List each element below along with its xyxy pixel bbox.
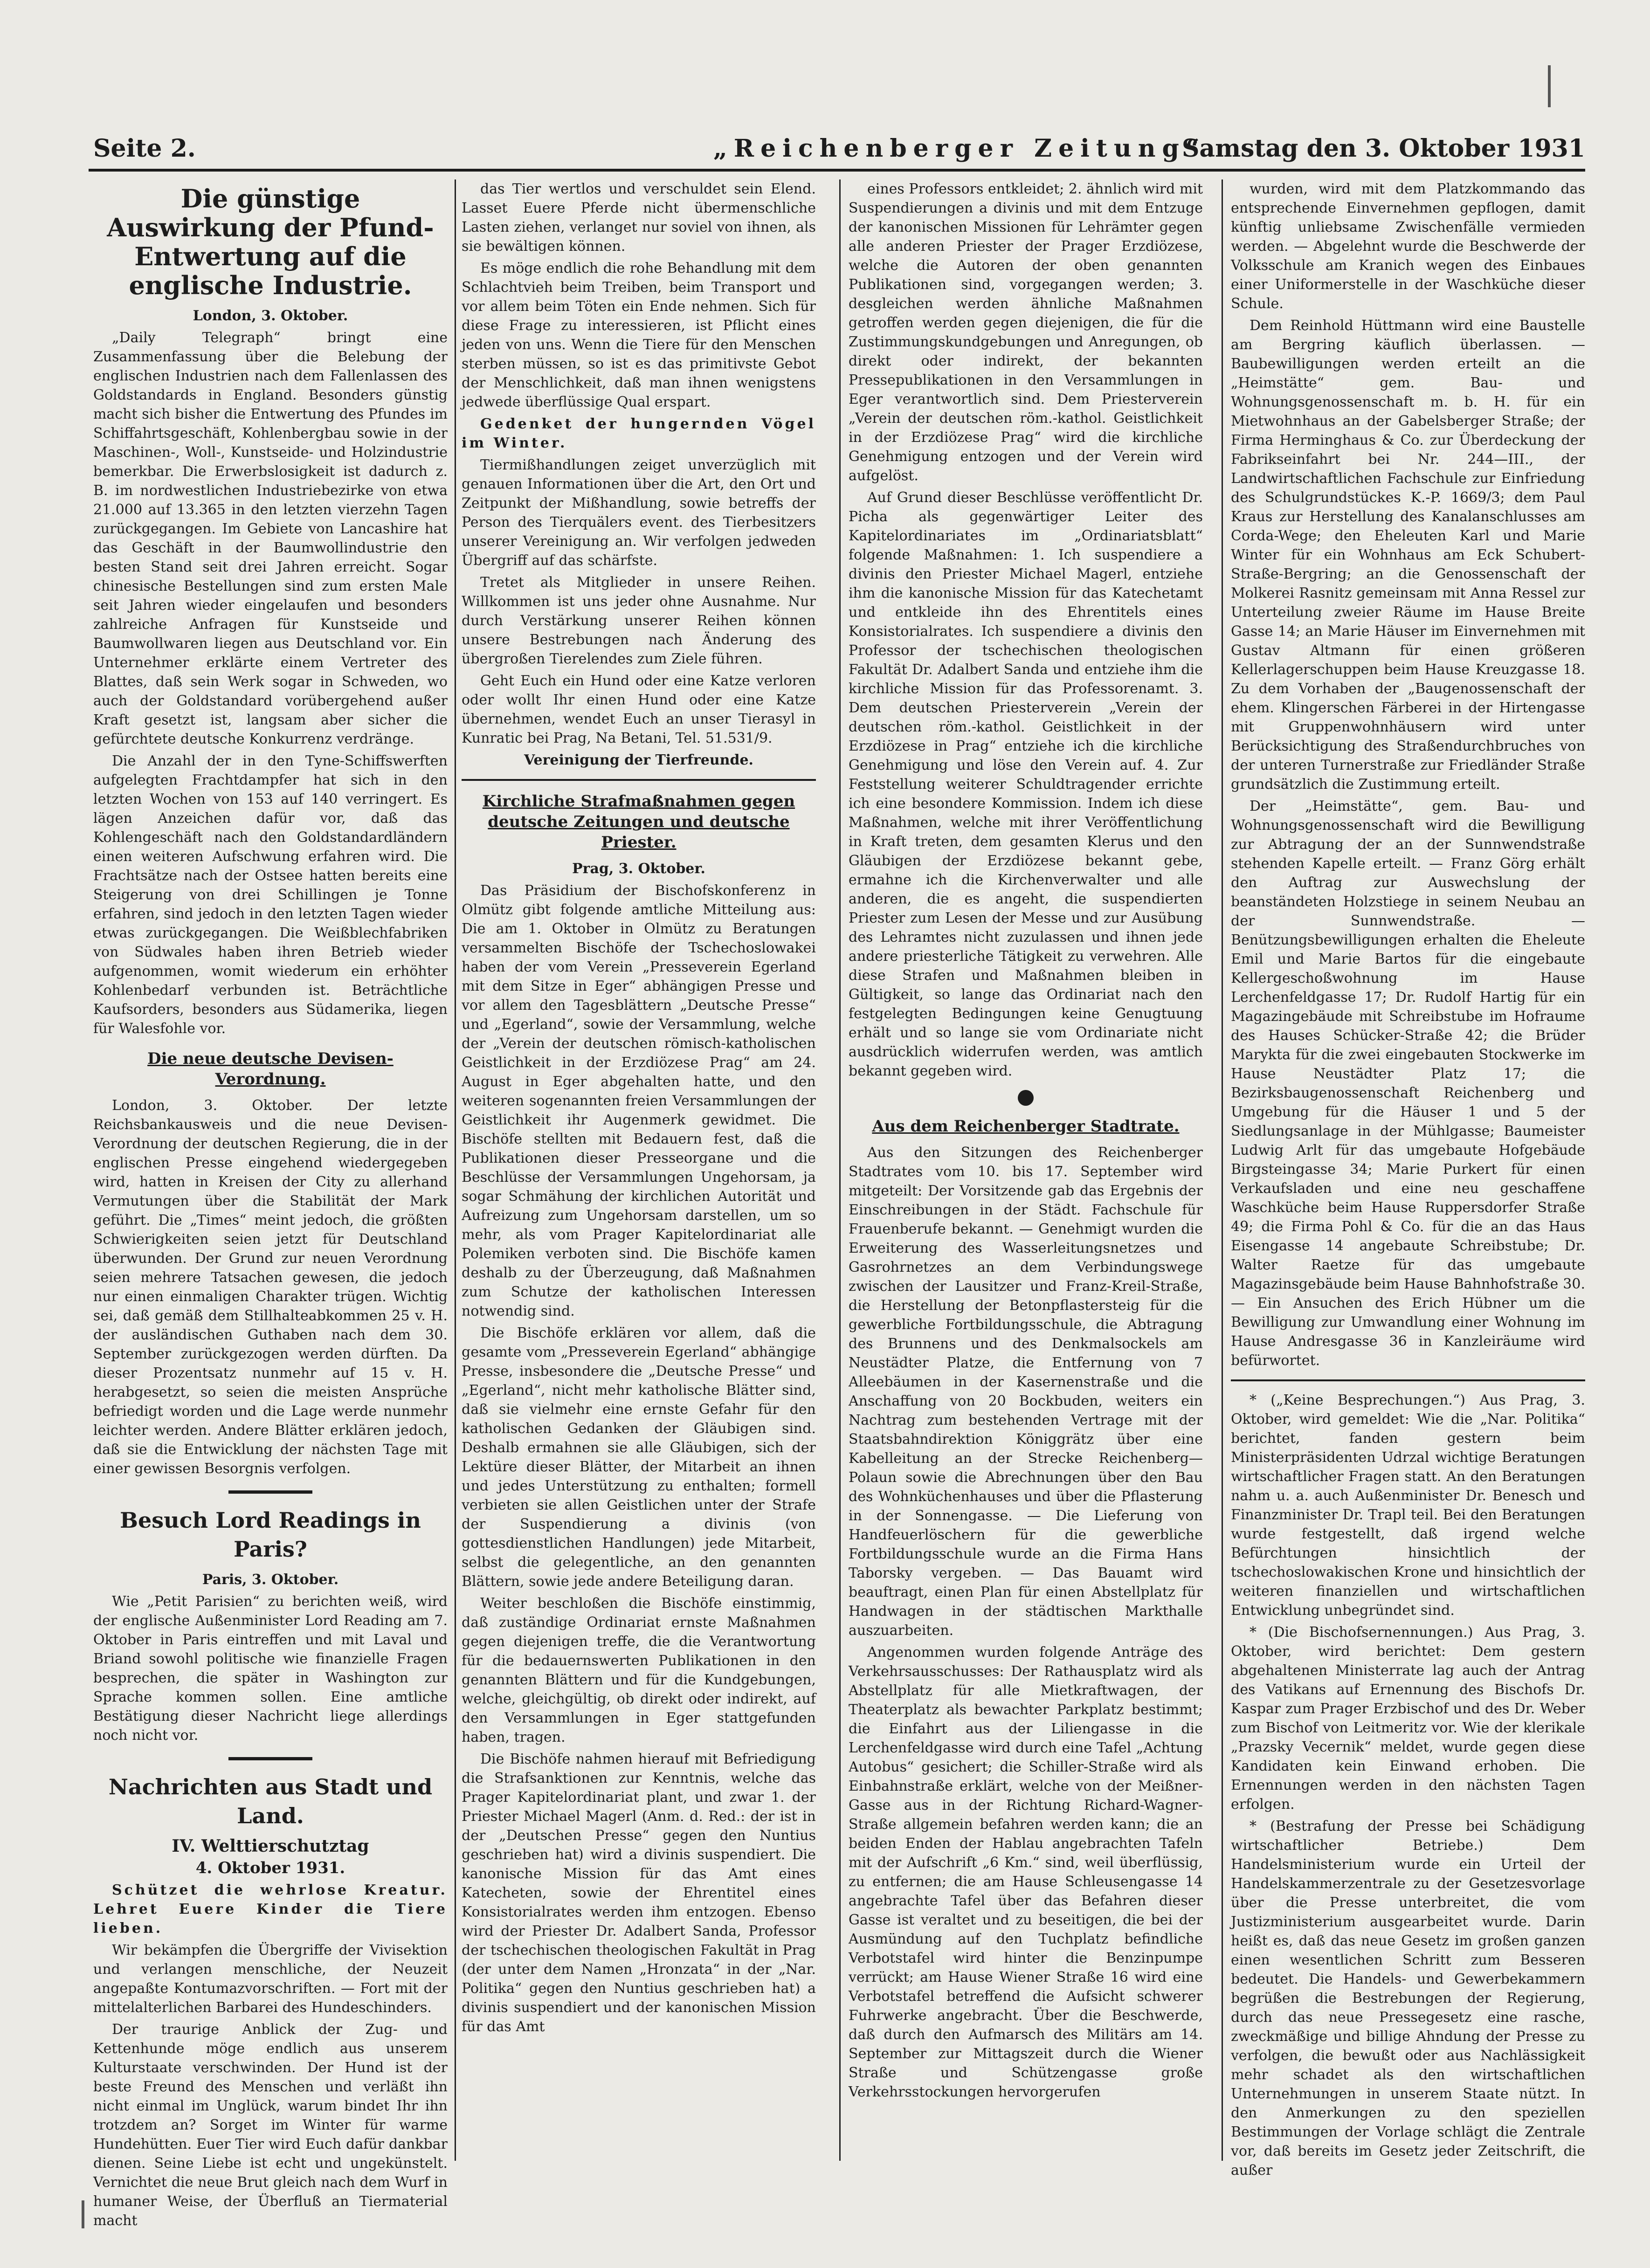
dateline: 4. Oktober 1931. [195, 1859, 345, 1877]
column-4 [1231, 179, 1585, 2178]
paragraph: London, 3. Oktober. Der letzte Reichsbankausweis und die neue Devisen-Verordnung der deutschen Regierung, die in der englischen Presse eingehend wiedergegeben wird, hatten in Kreisen der City zu allerhand Vermutungen über die Stabilität der Mark geführt. Die „Times“ meint jedoch, die größten Schwierigkeiten seien jetzt für Deutschland überwunden. Der Grund zur neuen Verordnung seien mehrere Tatsachen gewesen, die jedoch nur einen einmaligen Charakter trügen. Wichtig sei, daß gemäß dem Stillhalteabkommen 25 v. H. der ausländischen Guthaben nach dem 30. September zurückgezogen werden dürften. Da dieser Prozentsatz nunmehr auf 15 v. H. herabgesetzt, so seien die meisten Ansprüche befriedigt worden und die Lage werde nunmehr leichter werden. Andere Blätter erklären jedoch, daß sie die Entwicklung der nächsten Tage mit einer gewissen Besorgnis verfolgen. [93, 1097, 448, 1477]
paragraph: Tiermißhandlungen zeiget unverzüglich mit genauen Informationen über die Art, den Ort und Zeitpunkt der Mißhandlung, sowie betreffs der Person des Tierquälers event. des Tierbesitzers unserer Vereinigung an. Wir verfolgen jedweden Übergriff auf das schärfste. [462, 457, 816, 569]
section-headline: Nachrichten aus Stadt und Land. [108, 1774, 433, 1828]
headline-devisen: Die neue deutsche Devisen-Verordnung. [147, 1049, 394, 1089]
paragraph: Tretet als Mitglieder in unsere Reihen. Willkommen ist uns jeder ohne Ausnahme. Nur durch Verstärkung unserer Reihen können unsere Bestrebungen nach Änderung des übergroßen Tierelendes zum Ziele führen. [462, 574, 816, 667]
paragraph: Wie „Petit Parisien“ zu berichten weiß, wird der englische Außenminister Lord Reading am 7. Oktober in Paris eintreffen und mit Laval und Briand sowohl politische wie finanzielle Fragen besprechen, die später in Washington zur Sprache kommen sollen. Eine amtliche Bestätigung dieser Nachricht liege allerdings noch nicht vor. [93, 1593, 448, 1744]
newspaper-title: „Reichenberger Zeitung“. [713, 134, 1221, 163]
paragraph: Schützet die wehrlose Kreatur. Lehret Euere Kinder die Tiere lieben. [93, 1882, 448, 1937]
header-rule [89, 169, 1585, 172]
paragraph: Die Anzahl der in den Tyne-Schiffswerften aufgelegten Frachtdampfer hat sich in den letzten Wochen von 153 auf 140 verringert. Es lägen Anzeichen dafür vor, daß das Kohlengeschäft nach den Goldstandardländern einen weiteren Aufschwung erfahren wird. Die Frachtsätze nach der Ostsee hatten bereits eine Steigerung von drei Schillingen je Tonne erfahren, sind jedoch in den letzten Tagen wieder etwas zurückgegangen. Die Weißblechfabriken von Südwales haben ihren Betrieb wieder aufgenommen, womit wiederum ein erhöhter Kohlenbedarf verbunden ist. Beträchtliche Kaufsorders, besonders aus Südamerika, liegen für Walesfohle vor. [93, 753, 448, 1037]
signature: Vereinigung der Tierfreunde. [524, 752, 753, 768]
separator [1231, 1379, 1585, 1381]
headline-stadtrat: Aus dem Reichenberger Stadtrate. [872, 1117, 1180, 1136]
paragraph: Der „Heimstätte“, gem. Bau- und Wohnungsgenossenschaft wird die Bewilligung zur Abtragung der an der Sunnwendstraße stehenden Kapelle erteilt. — Franz Görg erhält den Auftrag zur Auswechslung der beanständeten Holzstiege in seinem Neubau an der Sunnwendstraße. — Benützungsbewilligungen erhalten die Eheleute Emil und Marie Bartos für die eingebaute Kellergeschoßwohnung im Hause Lerchenfeldgasse 17; Dr. Rudolf Hartig für ein Magazingebäude mit Schreibstube im Hofraume des Hauses Schücker-Straße 42; die Brüder Marykta für die zwei eingebauten Stockwerke im Hause Neustädter Platz 17; die Bezirksbaugenossenschaft Reichenberg und Umgebung für die Häuser 1 und 5 der Siedlungsanlage in der Mühlgasse; Baumeister Ludwig Arlt für das umgebaute Hofgebäude Birgsteingasse 34; Marie Purkert für einen Verkaufsladen und eine neu geschaffene Waschküche beim Hause Ruppersdorfer Straße 49; die Firma Pohl & Co. für die an das Haus Eisengasse 14 angebaute Schreibstube; Dr. Walter Raetze für das umgebaute Magazinsgebäude beim Hause Bahnhofstraße 30. — Ein Ansuchen des Erich Hübner um die Bewilligung zur Umwandlung einer Wohnung im Hause Andresgasse 36 in Kanzleiräume wird befürwortet. [1231, 798, 1585, 1369]
dateline: Prag, 3. Oktober. [572, 861, 705, 877]
paragraph: Die Bischöfe nahmen hierauf mit Befriedigung die Strafsanktionen zur Kenntnis, welche das Prager Kapitelordinariat plant, und zwar 1. der Priester Michael Magerl (Anm. d. Red.: der ist in der „Deutschen Presse“ gegen den Nuntius geschrieben hat) wird a divinis suspendiert. Die kanonische Mission für das Amt eines Katecheten, sowie der Ehrentitel eines Konsistorialrates werden ihm entzogen. Ebenso wird der Priester Dr. Adalbert Sanda, Professor der tschechischen theologischen Fakultät in Prag (der unter dem Namen „Hronzata“ in der „Nar. Politika“ gegen den Nuntius geschrieben hat) a divinis suspendiert und der kanonischen Mission für das Amt [462, 1751, 816, 2035]
headline-reading: Besuch Lord Readings in Paris? [120, 1508, 421, 1562]
paragraph: Weiter beschloßen die Bischöfe einstimmig, daß zuständige Ordinariat ernste Maßnahmen gegen diejenigen treffe, die die Verantwortung für die bedauernswerten Publikationen in den genannten Blättern und für die Kundgebungen, welche, gleichgültig, ob direkt oder indirekt, auf den Versammlungen in Eger stattgefunden haben, tragen. [462, 1595, 816, 1745]
paragraph: Dem Reinhold Hüttmann wird eine Baustelle am Bergring käuflich überlassen. — Baubewilligungen werden erteilt an die „Heimstätte“ gem. Bau- und Wohnungsgenossenschaft m. b. H. für ein Mietwohnhaus an der Gabelsberger Straße; der Firma Herminghaus & Co. zur Überdeckung der Fabrikseinfahrt bei Nr. 244—III., der Landwirtschaftlichen Fachschule zur Einfriedung des Schulgrundstückes K.-P. 1669/3; dem Paul Kraus zur Herstellung des Kanalanschlusses am Corda-Wege; den Eheleuten Karl und Marie Winter für ein Wohnhaus am Eck Schubert-Straße-Bergring; an die Genossenschaft der Molkerei Rasnitz gemeinsam mit Anna Ressel zur Unterteilung zweier Räume im Hause Breite Gasse 14; an Marie Häuser im Einvernehmen mit Gustav Altmann für einen größeren Kellerlagerschuppen beim Hause Kreuzgasse 18. Zu dem Vorhaben der „Baugenossenschaft der ehem. Klingerschen Färberei in der Hirtengasse mit Gruppenwohnhäusern wird unter Berücksichtigung des Straßendurchbruches von der unteren Turnerstraße zur Friedländer Straße grundsätzlich die Zustimmung erteilt. [1231, 317, 1585, 793]
paragraph: „Daily Telegraph“ bringt eine Zusammenfassung über die Belebung der englischen Industrien nach dem Fallenlassen des Goldstandards in England. Besonders günstig macht sich bisher die Entwertung des Pfundes im Schiffahrtsgeschäft, Kohlenbergbau sowie in der Maschinen-, Woll-, Kunstseide- und Holzindustrie bemerkbar. Die Erwerbslosigkeit ist dadurch z. B. im nordwestlichen Industriebezirke von etwa 21.000 auf 13.365 in den letzten vierzehn Tagen zurückgegangen. Im Gebiete von Lancashire hat das Geschäft in der Baumwollindustrie den besten Stand seit drei Jahren erreicht. Sogar chinesische Bestellungen sind zum ersten Male seit Jahren wieder eingelaufen und besonders zahlreiche Anfragen für Kunstseide und Baumwollwaren liegen aus Deutschland vor. Ein Unternehmer erklärte einem Vertreter des Blattes, daß sein Werk sogar in Schweden, wo auch der Goldstandard vorübergehend außer Kraft gesetzt ist, langsam aber sicher die gefürchtete deutsche Konkurrenz verdränge. [93, 330, 448, 747]
paragraph: Die Bischöfe erklären vor allem, daß die gesamte vom „Presseverein Egerland“ abhängige Presse, insbesondere die „Deutsche Presse“ und „Egerland“, nicht mehr katholische Blätter sind, daß sie vielmehr eine ernste Gefahr für den katholischen Gedanken der Gläubigen sind. Deshalb ermahnen sie alle Gläubigen, sich der Lektüre dieser Blätter, der Mitarbeit an ihnen und jedes Unterstützung zu enthalten; formell verbieten sie allen Geistlichen unter der Strafe der Suspendierung a divinis (von gottesdienstlichen Handlungen) jede Mitarbeit, selbst die gelegentliche, an den genannten Blättern, sowie jede andere Beteiligung daran. [462, 1325, 816, 1590]
separator [462, 779, 816, 781]
scan-mark [1548, 65, 1551, 107]
paragraph: Es möge endlich die rohe Behandlung mit dem Schlachtvieh beim Treiben, beim Transport und vor allem beim Töten ein Ende nehmen. Sich für diese Frage zu interessieren, ist Pflicht eines jeden von uns. Wenn die Tiere für den Menschen sterben müssen, so ist es das primitivste Gebot der Menschlichkeit, daß man ihnen wenigstens jedwede überflüssige Qual erspart. [462, 260, 816, 410]
paragraph: Auf Grund dieser Beschlüsse veröffentlicht Dr. Picha als gegenwärtiger Leiter des Kapitelordinariates im „Ordinariatsblatt“ folgende Maßnahmen: 1. Ich suspendiere a divinis den Priester Michael Magerl, entziehe ihm die kanonische Mission für das Katechetamt und entkleide ihn des Ehrentitels eines Konsistorialrates. Ich suspendiere a divinis den Professor der tschechischen theologischen Fakultät Dr. Adalbert Sanda und entziehe ihm die kirchliche Mission für das Professorenamt. 3. Dem deutschen Priesterverein „Verein der deutschen röm.-kathol. Geistlichkeit in der Erzdiözese in Prag“ entziehe ich die kirchliche Genehmigung und löse den Verein auf. 4. Zur Feststellung weiterer Schuldtragender errichte ich eine besondere Kommission. Indem ich diese Maßnahmen, welche mit ihrer Veröffentlichung in Kraft treten, dem gesamten Klerus und den Gläubigen der Erzdiözese bekannt gebe, ermahne ich die Kirchenverwalter und alle anderen, die es angeht, die suspendierten Priester zum Lesen der Messe und zur Ausübung des Lehramtes nicht zuzulassen und ihnen jede andere priesterliche Tätigkeit zu verwehren. Alle diese Strafen und Maßnahmen bleiben in Gültigkeit, so lange das Ordinariat nach den festgelegten Bedingungen keine Genugtuung erhält und so lange sie vom Ordinariate nicht ausdrücklich widerrufen werden, was amtlich bekannt gegeben wird. [849, 489, 1203, 1079]
paragraph: Gedenket der hungernden Vögel im Winter. [462, 416, 816, 451]
paragraph: Wir bekämpfen die Übergriffe der Vivisektion und verlangen menschliche, der Neuzeit angepaßte Kontumazvorschriften. — Fort mit der mittelalterlichen Barbarei des Hundeschinders. [93, 1942, 448, 2016]
column-divider [1222, 179, 1223, 2161]
dateline: Paris, 3. Oktober. [202, 1572, 339, 1588]
issue-date: Samstag den 3. Oktober 1931 [1181, 134, 1585, 163]
headline-kirche: Kirchliche Strafmaßnahmen gegen deutsche Zeitungen und deutsche Priester. [482, 792, 795, 852]
subheadline: IV. Welttierschutztag [172, 1836, 369, 1856]
paragraph: Angenommen wurden folgende Anträge des Verkehrsausschusses: Der Rathausplatz wird als Abstellplatz für alle Mietkraftwagen, der Theaterplatz als bewachter Parkplatz bestimmt; die Einfahrt aus der Liliengasse in die Lerchenfeldgasse wird durch eine Tafel „Achtung Autobus“ gesichert; die Schiller-Straße wird als Einbahnstraße erklärt, welche von der Meißner-Gasse aus in der Richtung Richard-Wagner-Straße allgemein befahren werden kann; die an beiden Enden der Hablau angebrachten Tafeln mit der Aufschrift „6 Km.“ sind, weil überflüssig, zu entfernen; die am Hause Schleusengasse 14 angebrachte Tafel über das Befahren dieser Gasse ist veraltet und zu beseitigen, die bei der Ausmündung auf den Tuchplatz befindliche Verbotstafel wird hinter die Benzinpumpe verrückt; am Hause Wiener Straße 16 wird eine Verbotstafel betreffend die Aufsicht schwerer Fuhrwerke angebracht. Über die Beschwerde, daß durch den Aufmarsch des Militärs am 14. September zur Mittagszeit durch die Wiener Straße und Schützengasse große Verkehrsstockungen hervorgerufen [849, 1644, 1203, 2100]
column-3 [849, 179, 1203, 2161]
dateline: London, 3. Oktober. [193, 308, 348, 324]
paragraph: Geht Euch ein Hund oder eine Katze verloren oder wollt Ihr einen Hund oder eine Katze übernehmen, wendet Euch an unser Tierasyl in Kunratic bei Prag, Na Betani, Tel. 51.531/9. [462, 673, 816, 746]
separator [228, 1757, 312, 1760]
paragraph: * (Bestrafung der Presse bei Schädigung wirtschaftlicher Betriebe.) Dem Handelsministerium wurde ein Urteil der Handelskammerzentrale zu der Gesetzesvorlage über die Presse unterbreitet, die vom Justizministerium ausgearbeitet wurde. Darin heißt es, daß das neue Gesetz im großen ganzen einen wesentlichen Schritt zum Besseren bedeutet. Die Handels- und Gewerbekammern begrüßen die Bestrebungen der Regierung, durch das neue Pressegesetz eine rasche, zweckmäßige und billige Ahndung der Presse zu verfolgen, die bewußt oder aus Nachlässigkeit mehr schadet als den wirtschaftlichen Unternehmungen in unserem Staate nützt. In den Anmerkungen zu den speziellen Bestimmungen der Vorlage schlägt die Zentrale vor, daß bereits im Gesetz jeder Zeitschrift, die außer [1231, 1818, 1585, 2178]
paragraph: wurden, wird mit dem Platzkommando das entsprechende Einvernehmen gepflogen, damit künftig unliebsame Zwischenfälle vermieden werden. — Abgelehnt wurde die Beschwerde der Volksschule am Kranich wegen des Einbaues einer Uniformerstelle in der Waschküche dieser Schule. [1231, 181, 1585, 312]
paragraph: Aus den Sitzungen des Reichenberger Stadtrates vom 10. bis 17. September wird mitgeteilt: Der Vorsitzende gab das Ergebnis der Einschreibungen in der Städt. Fachschule für Frauenberufe bekannt. — Genehmigt wurden die Erweiterung des Wasserleitungsnetzes und Gasrohrnetzes an dem Verbindungswege zwischen der Lausitzer und Franz-Kreil-Straße, die Herstellung der Betonpflastersteig für die gewerbliche Fortbildungsschule, die Abtragung des Brunnens und des Denkmalsockels am Neustädter Platze, die Entfernung von 7 Alleebäumen in der Kasernenstraße und die Anschaffung von 20 Bockbuden, weiters ein Nachtrag zum bestehenden Vertrage mit der Staatsbahndirektion Königgrätz über eine Kabelleitung an der Strecke Reichenberg—Polaun sowie die Abrechnungen über den Bau des Wohnküchenhauses und über die Pflasterung in der Sonnengasse. — Die Lieferung von Handfeuerlöschern für die gewerbliche Fortbildungsschule wurde an die Firma Hans Taborsky vergeben. — Das Bauamt wird beauftragt, einen Plan für einen Abstellplatz für Handwagen in der städtischen Markthalle auszuarbeiten. [849, 1144, 1203, 1639]
separator-dot [1018, 1090, 1034, 1106]
page-header [89, 125, 1585, 167]
column-divider [839, 179, 841, 2161]
scan-mark [82, 2200, 84, 2228]
column-divider [455, 179, 456, 2161]
separator [228, 1490, 312, 1494]
column-1 [93, 179, 448, 2229]
paragraph: Der traurige Anblick der Zug- und Kettenhunde möge endlich aus unserem Kulturstaate verschwinden. Der Hund ist der beste Freund des Menschen und verläßt ihn nicht einmal im Unglück, warum bindet Ihr ihn trotzdem an? Sorget im Winter für warme Hundehütten. Euer Tier wird Euch dafür dankbar dienen. Seine Liebe ist echt und ungekünstelt. Vernichtet die neue Brut gleich nach dem Wurf in humaner Weise, der Überfluß an Tiermaterial macht [93, 2021, 448, 2229]
headline-pfund: Die günstige Auswirkung der Pfund-Entwertung auf die englische Industrie. [107, 184, 434, 300]
page-number: Seite 2. [93, 134, 196, 163]
paragraph: * („Keine Besprechungen.“) Aus Prag, 3. Oktober, wird gemeldet: Wie die „Nar. Politika“ berichtet, fanden gestern beim Ministerpräsidenten Udrzal wichtige Beratungen wirtschaftlicher Fragen statt. An den Beratungen nahm u. a. auch Außenminister Dr. Benesch und Finanzminister Dr. Trapl teil. Bei den Beratungen wurde festgestellt, daß irgend welche Befürchtungen hinsichtlich der tschechoslowakischen Krone und hinsichtlich der weiteren finanziellen und wirtschaftlichen Entwicklung unbegründet sind. [1231, 1392, 1585, 1619]
paragraph: * (Die Bischofsernennungen.) Aus Prag, 3. Oktober, wird berichtet: Dem gestern abgehaltenen Ministerrate lag auch der Antrag des Vatikans auf Ernennung des Bischofs Dr. Kaspar zum Prager Erzbischof und des Dr. Weber zum Bischof von Leitmeritz vor. Wie der klerikale „Prazsky Vecernik“ meldet, wurde gegen diese Kandidaten kein Einwand erhoben. Die Ernennungen werden in den nächsten Tagen erfolgen. [1231, 1624, 1585, 1813]
column-2 [462, 179, 816, 2161]
paragraph: das Tier wertlos und verschuldet sein Elend. Lasset Euere Pferde nicht übermenschliche Lasten ziehen, verlanget nur soviel von ihnen, als sie bewältigen können. [462, 181, 816, 255]
paragraph: eines Professors entkleidet; 2. ähnlich wird mit Suspendierungen a divinis und mit dem Entzuge der kanonischen Missionen für Lehrämter gegen alle anderen Priester der Prager Erzdiözese, welche die Autoren der oben genannten Publikationen sind, vorgegangen werden; 3. desgleichen werden ähnliche Maßnahmen getroffen werden gegen diejenigen, die für die Zustimmungskundgebungen und Anregungen, ob direkt oder indirekt, der bekannten Pressepublikationen in den Versammlungen in Eger verantwortlich sind. Dem Priesterverein „Verein der deutschen röm.-kathol. Geistlichkeit in der Erzdiözese Prag“ wird die kirchliche Genehmigung entzogen und der Verein wird aufgelöst. [849, 181, 1203, 484]
paragraph: Das Präsidium der Bischofskonferenz in Olmütz gibt folgende amtliche Mitteilung aus: Die am 1. Oktober in Olmütz zu Beratungen versammelten Bischöfe der Tschechoslowakei haben der vom Verein „Presseverein Egerland mit dem Sitze in Eger“ abhängigen Presse und vor allem den Tagesblättern „Deutsche Presse“ und „Egerland“, sowie der Versammlung, welche der „Verein der deutschen römisch-katholischen Geistlichkeit in der Erzdiözese Prag“ am 24. August in Eger abgehalten hatte, und den weiteren sogenannten freien Versammlungen der Geistlichkeit ihr Augenmerk gewidmet. Die Bischöfe stellten mit Bedauern fest, daß die Publikationen dieser Presseorgane und die Beschlüsse der Versammlungen Ungehorsam, ja sogar Schmähung der kirchlichen Autorität und Aufreizung zum Ungehorsam darstellen, um so mehr, als vom Prager Kapitelordinariat alle Polemiken verboten sind. Die Bischöfe kamen deshalb zu der Überzeugung, daß Maßnahmen zum Schutze der katholischen Interessen notwendig sind. [462, 882, 816, 1319]
